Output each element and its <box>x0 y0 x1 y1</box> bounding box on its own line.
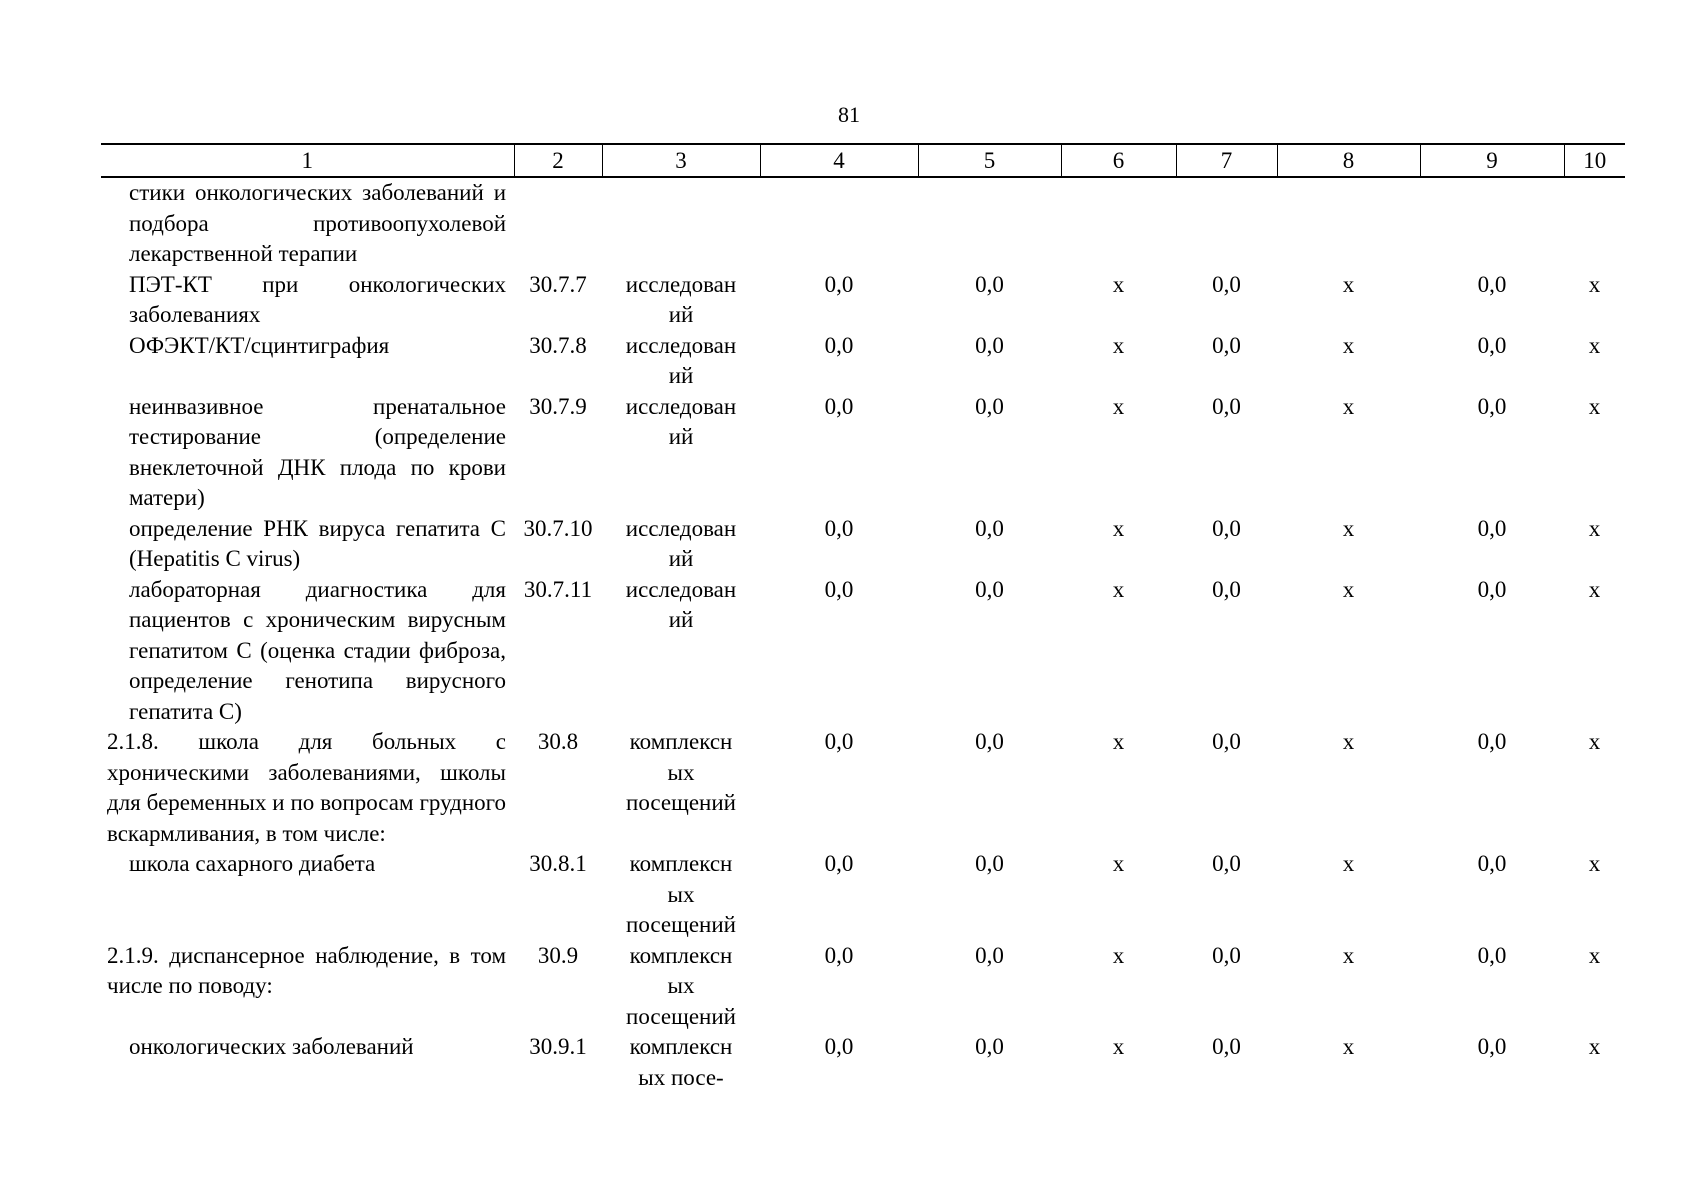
column-header: 5 <box>918 144 1061 177</box>
value-cell-col-5: 0,0 <box>975 332 1004 358</box>
value-cell-col-9: 0,0 <box>1477 271 1507 297</box>
value-cell-col-8: х <box>1342 332 1355 358</box>
data-table <box>101 143 1625 1093</box>
row-indicator-text: определение РНК вируса гепатита С (Hepatitis C virus) <box>129 515 506 571</box>
row-indicator-name <box>101 514 514 575</box>
row-indicator-text: 2.1.8. школа для больных с хроническими заболеваниями, школы для беременных и по вопросам грудного вскармливания, в том числе: <box>107 729 506 846</box>
row-unit <box>602 331 760 392</box>
value-cell-col-4 <box>760 177 918 270</box>
row-unit-text: комплексных посещений <box>626 942 736 1029</box>
value-cell-col-10: х <box>1588 393 1601 419</box>
row-indicator-name <box>101 392 514 514</box>
row-code: 30.8 <box>537 729 579 754</box>
value-cell-col-4: 0,0 <box>824 393 854 419</box>
row-unit-text: комплексных посещений <box>626 851 736 937</box>
row-code: 30.9 <box>537 942 579 968</box>
value-cell-col-7: 0,0 <box>1212 515 1241 541</box>
row-unit <box>602 270 760 331</box>
value-cell-col-8: х <box>1342 515 1355 541</box>
value-cell-col-7: 0,0 <box>1212 332 1241 358</box>
row-indicator-text: лабораторная диагностика для пациентов с хроническим вирусным гепатитом С (оценка стадии фиброза, определение генотипа вирусного гепатита С) <box>129 576 506 724</box>
column-header: 4 <box>760 144 918 177</box>
value-cell-col-6: х <box>1112 515 1125 541</box>
row-indicator-text: 2.1.9. диспансерное наблюдение, в том числе по поводу: <box>107 942 506 998</box>
value-cell-col-10: х <box>1588 515 1601 541</box>
row-unit <box>602 177 760 270</box>
column-header: 7 <box>1176 144 1277 177</box>
row-indicator-text: неинвазивное пренатальное тестирование (определение внеклеточной ДНК плода по крови матери) <box>129 393 506 510</box>
row-indicator-name <box>101 727 514 849</box>
row-indicator-name <box>101 177 514 270</box>
row-code: 30.8.1 <box>529 851 587 876</box>
value-cell-col-8: х <box>1342 851 1355 876</box>
value-cell-col-7: 0,0 <box>1212 851 1241 876</box>
row-unit <box>602 392 760 514</box>
table-row <box>101 1032 1625 1093</box>
value-cell-col-9: 0,0 <box>1477 515 1507 541</box>
row-indicator-text: школа сахарного диабета <box>129 851 376 876</box>
value-cell-col-4: 0,0 <box>824 515 854 541</box>
row-indicator-name <box>101 1032 514 1093</box>
row-unit <box>602 1032 760 1093</box>
row-code: 30.7.7 <box>529 271 587 297</box>
value-cell-col-8: х <box>1342 1034 1355 1059</box>
value-cell-col-6 <box>1061 177 1176 270</box>
value-cell-col-5: 0,0 <box>975 1034 1004 1059</box>
row-unit-text: комплексных посещений <box>626 729 736 815</box>
value-cell-col-8: х <box>1342 942 1355 968</box>
value-cell-col-4: 0,0 <box>824 271 854 297</box>
value-cell-col-8: х <box>1342 271 1355 297</box>
value-cell-col-5 <box>918 177 1061 270</box>
row-indicator-name <box>101 575 514 728</box>
row-unit-text: комплексных посе- <box>629 1034 733 1090</box>
row-unit-text: исследований <box>625 271 737 327</box>
value-cell-col-9: 0,0 <box>1477 332 1507 358</box>
column-number-header-row <box>101 144 1625 177</box>
row-unit <box>602 727 760 849</box>
value-cell-col-6: х <box>1112 942 1125 968</box>
row-unit-text: исследований <box>625 515 737 571</box>
value-cell-col-6: х <box>1112 332 1125 358</box>
row-indicator-text: ПЭТ-КТ при онкологических заболеваниях <box>129 271 506 327</box>
value-cell-col-4: 0,0 <box>824 1034 854 1059</box>
value-cell-col-10 <box>1564 177 1625 270</box>
value-cell-col-7: 0,0 <box>1212 942 1241 968</box>
row-indicator-text: онкологических заболеваний <box>129 1034 414 1059</box>
value-cell-col-10: х <box>1588 576 1601 602</box>
value-cell-col-9 <box>1420 177 1564 270</box>
page-number: 81 <box>838 102 860 127</box>
value-cell-col-7 <box>1176 177 1277 270</box>
value-cell-col-6: х <box>1112 1034 1125 1059</box>
row-unit-text: исследований <box>625 393 737 449</box>
value-cell-col-10: х <box>1588 942 1601 968</box>
value-cell-col-5: 0,0 <box>975 576 1004 602</box>
table-row <box>101 514 1625 575</box>
table-row <box>101 392 1625 514</box>
table-row <box>101 941 1625 1033</box>
column-header: 9 <box>1420 144 1564 177</box>
row-indicator-name <box>101 331 514 392</box>
value-cell-col-10: х <box>1588 729 1601 754</box>
row-unit <box>602 941 760 1033</box>
row-code <box>514 177 602 270</box>
value-cell-col-7: 0,0 <box>1212 393 1241 419</box>
table-body <box>101 177 1625 1093</box>
row-indicator-name <box>101 849 514 941</box>
row-code: 30.9.1 <box>529 1034 587 1059</box>
value-cell-col-6: х <box>1112 729 1125 754</box>
value-cell-col-6: х <box>1112 271 1125 297</box>
value-cell-col-6: х <box>1112 576 1125 602</box>
row-indicator-text: ОФЭКТ/КТ/сцинтиграфия <box>129 332 390 358</box>
value-cell-col-9: 0,0 <box>1477 576 1507 602</box>
row-indicator-text: стики онкологических заболеваний и подбора противоопухолевой лекарственной терапии <box>129 180 506 266</box>
value-cell-col-7: 0,0 <box>1212 271 1241 297</box>
value-cell-col-4: 0,0 <box>824 576 854 602</box>
row-unit <box>602 514 760 575</box>
value-cell-col-4: 0,0 <box>824 851 854 876</box>
value-cell-col-9: 0,0 <box>1477 942 1507 968</box>
column-header: 1 <box>301 147 313 173</box>
value-cell-col-4: 0,0 <box>824 729 854 754</box>
value-cell-col-9: 0,0 <box>1477 851 1507 876</box>
column-header: 3 <box>602 144 760 177</box>
value-cell-col-5: 0,0 <box>975 515 1004 541</box>
value-cell-col-9: 0,0 <box>1477 729 1507 754</box>
value-cell-col-8: х <box>1342 393 1355 419</box>
value-cell-col-10: х <box>1588 271 1601 297</box>
column-header: 10 <box>1564 144 1625 177</box>
row-unit-text: исследований <box>625 332 737 388</box>
table-row <box>101 727 1625 849</box>
value-cell-col-6: х <box>1112 851 1125 876</box>
value-cell-col-5: 0,0 <box>975 851 1004 876</box>
row-unit <box>602 849 760 941</box>
column-header: 8 <box>1277 144 1420 177</box>
value-cell-col-7: 0,0 <box>1212 576 1241 602</box>
value-cell-col-8 <box>1277 177 1420 270</box>
value-cell-col-7: 0,0 <box>1212 729 1241 754</box>
table-row <box>101 331 1625 392</box>
value-cell-col-8: х <box>1342 729 1355 754</box>
table-row <box>101 575 1625 728</box>
column-header: 2 <box>514 144 602 177</box>
table-row <box>101 270 1625 331</box>
value-cell-col-10: х <box>1588 851 1601 876</box>
row-indicator-name <box>101 941 514 1033</box>
value-cell-col-10: х <box>1588 332 1601 358</box>
value-cell-col-5: 0,0 <box>975 271 1004 297</box>
row-code: 30.7.9 <box>529 393 587 419</box>
row-code: 30.7.8 <box>529 332 587 358</box>
row-unit <box>602 575 760 728</box>
row-unit-text: исследований <box>625 576 737 632</box>
value-cell-col-8: х <box>1342 576 1355 602</box>
value-cell-col-5: 0,0 <box>975 942 1004 968</box>
value-cell-col-5: 0,0 <box>975 729 1004 754</box>
value-cell-col-4: 0,0 <box>824 332 854 358</box>
row-indicator-name <box>101 270 514 331</box>
table-row <box>101 849 1625 941</box>
value-cell-col-6: х <box>1112 393 1125 419</box>
row-code: 30.7.10 <box>523 515 593 541</box>
value-cell-col-5: 0,0 <box>975 393 1004 419</box>
value-cell-col-4: 0,0 <box>824 942 854 968</box>
row-code: 30.7.11 <box>523 576 593 602</box>
value-cell-col-9: 0,0 <box>1477 393 1507 419</box>
value-cell-col-9: 0,0 <box>1477 1034 1507 1059</box>
column-header: 6 <box>1061 144 1176 177</box>
table-row <box>101 177 1625 270</box>
value-cell-col-7: 0,0 <box>1212 1034 1241 1059</box>
value-cell-col-10: х <box>1588 1034 1601 1059</box>
